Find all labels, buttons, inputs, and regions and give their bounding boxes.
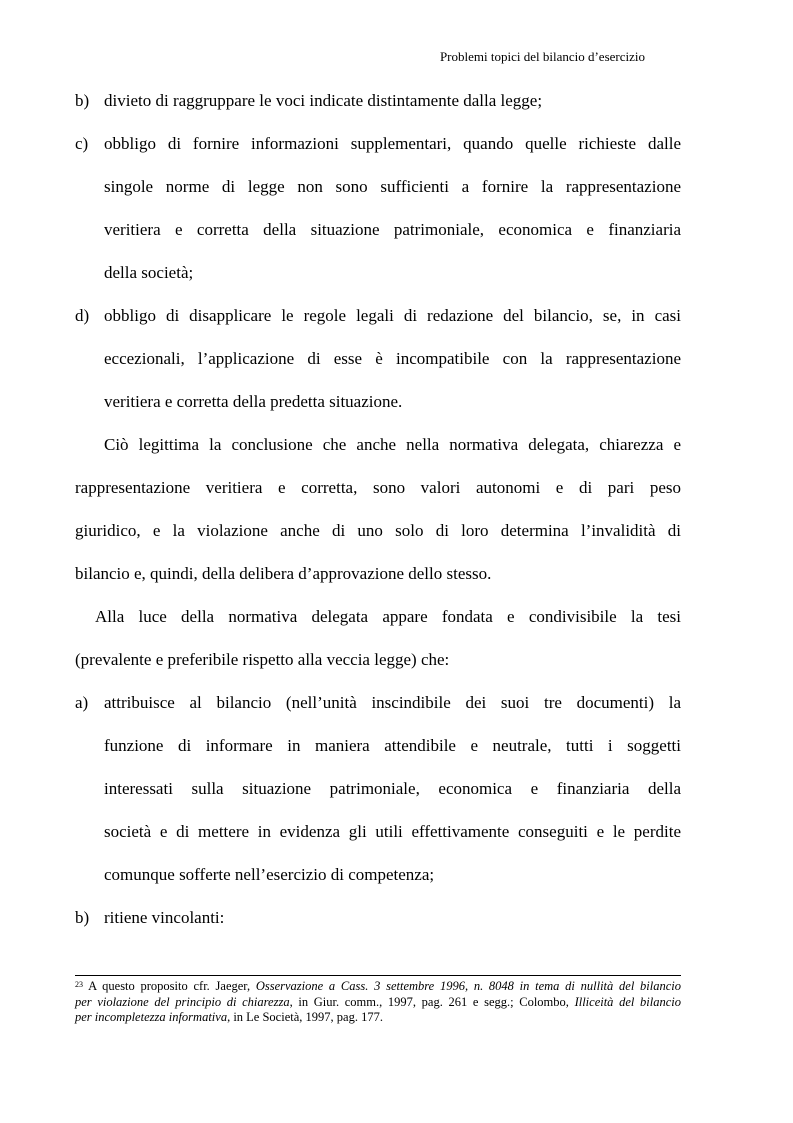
list-label-b: b) xyxy=(75,91,90,110)
paragraph-line: (prevalente e preferibile rispetto alla veccia legge) che: xyxy=(75,650,450,669)
list-item-c-line: singole norme di legge non sono sufficienti a fornire la rappresentazione xyxy=(104,177,681,196)
list-item-a-line: interessati sulla situazione patrimoniale, economica e finanziaria della xyxy=(104,779,681,798)
list-item-b-line: ritiene vincolanti: xyxy=(104,908,225,927)
running-header: Problemi topici del bilancio d’esercizio xyxy=(439,49,645,64)
footnote-separator xyxy=(75,975,681,976)
footnote xyxy=(75,979,681,1026)
list-item-b-line: divieto di raggruppare le voci indicate distintamente dalla legge; xyxy=(104,91,543,110)
list-item-a-line: comunque sofferte nell’esercizio di competenza; xyxy=(104,865,435,884)
footnote-italic: Illiceità del bilancio xyxy=(574,994,681,1009)
list-item-a-line: attribuisce al bilancio (nell’unità inscindibile dei suoi tre documenti) la xyxy=(104,693,681,712)
list-item-d-line: eccezionali, l’applicazione di esse è incompatibile con la rappresentazione xyxy=(104,349,681,368)
footnote-line xyxy=(75,995,681,1011)
footnote-text: , in Giur. comm., 1997, pag. 261 e segg.; Colombo, xyxy=(289,994,575,1009)
footnote-italic: per violazione del principio di chiarezza xyxy=(75,994,290,1009)
list-label-b: b) xyxy=(75,908,90,927)
footnote-italic: per incompletezza informativa xyxy=(75,1010,228,1024)
paragraph-line: Ciò legittima la conclusione che anche nella normativa delegata, chiarezza e xyxy=(104,435,681,454)
footnote-line xyxy=(75,1010,681,1026)
footnote-italic: Osservazione a Cass. 3 settembre 1996, n. 8048 in tema di nullità del bilancio xyxy=(255,979,681,993)
footnote-line xyxy=(75,979,681,995)
list-label-d: d) xyxy=(75,306,90,325)
list-item-c-line: veritiera e corretta della situazione patrimoniale, economica e finanziaria xyxy=(104,220,681,239)
list-item-c-line: della società; xyxy=(104,263,194,282)
paragraph-line: rappresentazione veritiera e corretta, sono valori autonomi e di pari peso xyxy=(75,478,681,497)
list-item-d-line: obbligo di disapplicare le regole legali di redazione del bilancio, se, in casi xyxy=(104,306,681,325)
list-label-a: a) xyxy=(75,693,89,712)
list-item-a-line: società e di mettere in evidenza gli utili effettivamente conseguiti e le perdite xyxy=(104,822,681,841)
paragraph-line: bilancio e, quindi, della delibera d’approvazione dello stesso. xyxy=(75,564,492,583)
paragraph-line: Alla luce della normativa delegata appare fondata e condivisibile la tesi xyxy=(95,607,681,626)
footnote-text: A questo proposito cfr. Jaeger, xyxy=(88,979,256,993)
footnote-text: , in Le Società, 1997, pag. 177. xyxy=(227,1010,383,1024)
list-label-c: c) xyxy=(75,134,89,153)
list-item-a-line: funzione di informare in maniera attendibile e neutrale, tutti i soggetti xyxy=(104,736,681,755)
paragraph-line: giuridico, e la violazione anche di uno solo di loro determina l’invalidità di xyxy=(75,521,681,540)
list-item-d-line: veritiera e corretta della predetta situazione. xyxy=(104,392,403,411)
list-item-c-line: obbligo di fornire informazioni supplementari, quando quelle richieste dalle xyxy=(104,134,681,153)
footnote-number: 23 xyxy=(75,980,83,989)
